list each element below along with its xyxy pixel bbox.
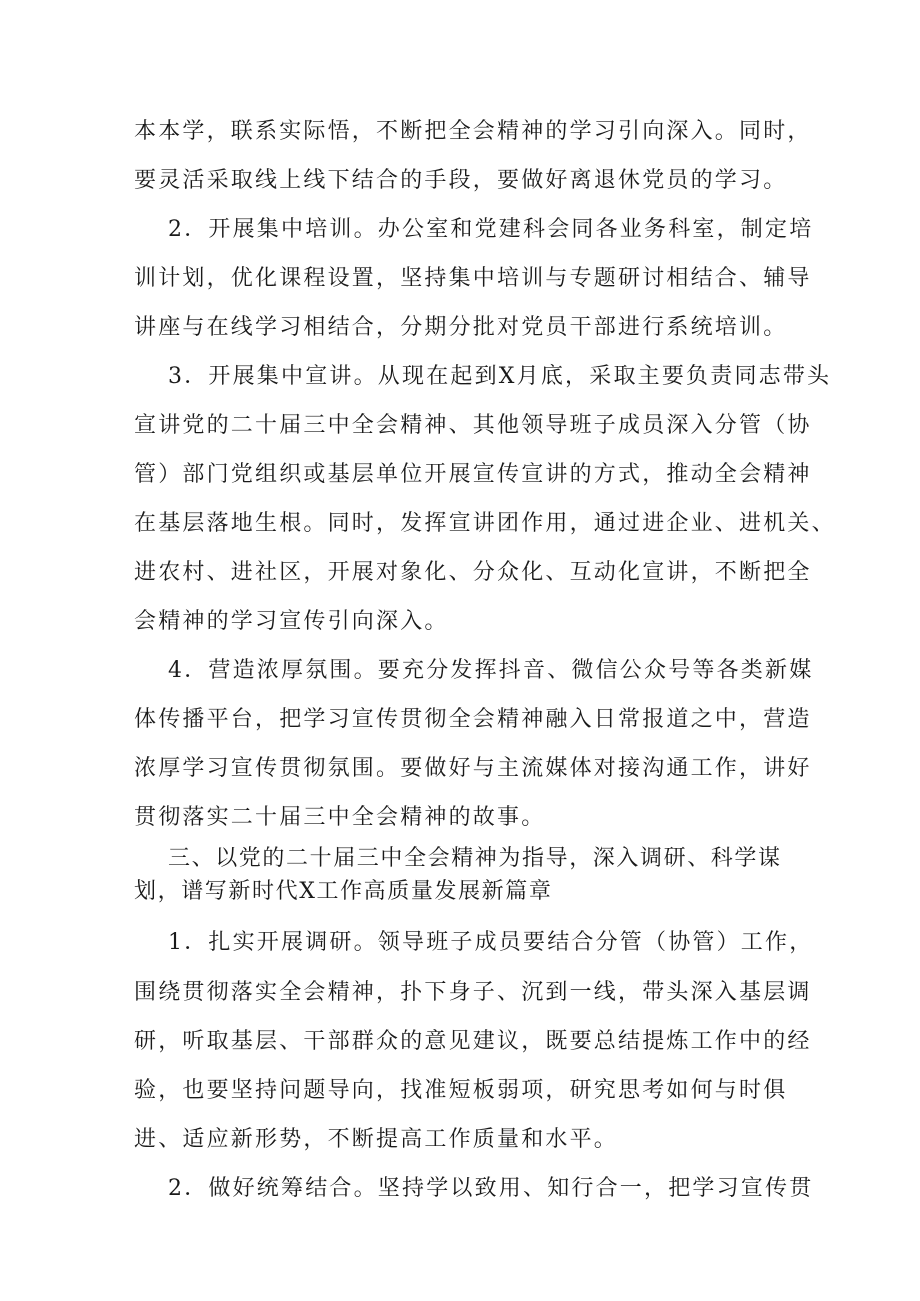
text-line: 研，听取基层、干部群众的意见建议，既要总结提炼工作中的经	[134, 1029, 812, 1054]
text-line: 宣讲党的二十届三中全会精神、其他领导班子成员深入分管（协	[134, 413, 812, 438]
section-heading-line: 三、以党的二十届三中全会精神为指导，深入调研、科学谋	[168, 846, 782, 871]
text-line: 3．开展集中宣讲。从现在起到X月底，采取主要负责同志带头	[168, 364, 832, 389]
text-line: 讲座与在线学习相结合，分期分批对党员干部进行系统培训。	[134, 315, 788, 340]
text-line: 训计划，优化课程设置，坚持集中培训与专题研讨相结合、辅导	[134, 266, 812, 291]
text-line: 进、适应新形势，不断提高工作质量和水平。	[134, 1127, 619, 1152]
text-line: 要灵活采取线上线下结合的手段，要做好离退休党员的学习。	[134, 168, 788, 193]
text-line: 在基层落地生根。同时，发挥宣讲团作用，通过进企业、进机关、	[134, 511, 836, 536]
text-line: 贯彻落实二十届三中全会精神的故事。	[134, 805, 546, 830]
text-line: 验，也要坚持问题导向，找准短板弱项，研究思考如何与时俱	[134, 1078, 788, 1103]
text-line: 4．营造浓厚氛围。要充分发挥抖音、微信公众号等各类新媒	[168, 658, 814, 683]
text-line: 2．开展集中培训。办公室和党建科会同各业务科室，制定培	[168, 217, 814, 242]
text-line: 1．扎实开展调研。领导班子成员要结合分管（协管）工作，	[168, 930, 814, 955]
text-line: 管）部门党组织或基层单位开展宣传宣讲的方式，推动全会精神	[134, 462, 812, 487]
section-heading-line: 划，谱写新时代X工作高质量发展新篇章	[134, 879, 553, 904]
text-line: 围绕贯彻落实全会精神，扑下身子、沉到一线，带头深入基层调	[134, 980, 812, 1005]
text-line: 本本学，联系实际悟，不断把全会精神的学习引向深入。同时，	[134, 119, 812, 144]
text-line: 体传播平台，把学习宣传贯彻全会精神融入日常报道之中，营造	[134, 707, 812, 732]
text-line: 进农村、进社区，开展对象化、分众化、互动化宣讲，不断把全	[134, 560, 812, 585]
text-line: 会精神的学习宣传引向深入。	[134, 609, 449, 634]
text-line: 浓厚学习宣传贯彻氛围。要做好与主流媒体对接沟通工作，讲好	[134, 756, 812, 781]
text-line: 2．做好统筹结合。坚持学以致用、知行合一，把学习宣传贯	[168, 1176, 814, 1201]
